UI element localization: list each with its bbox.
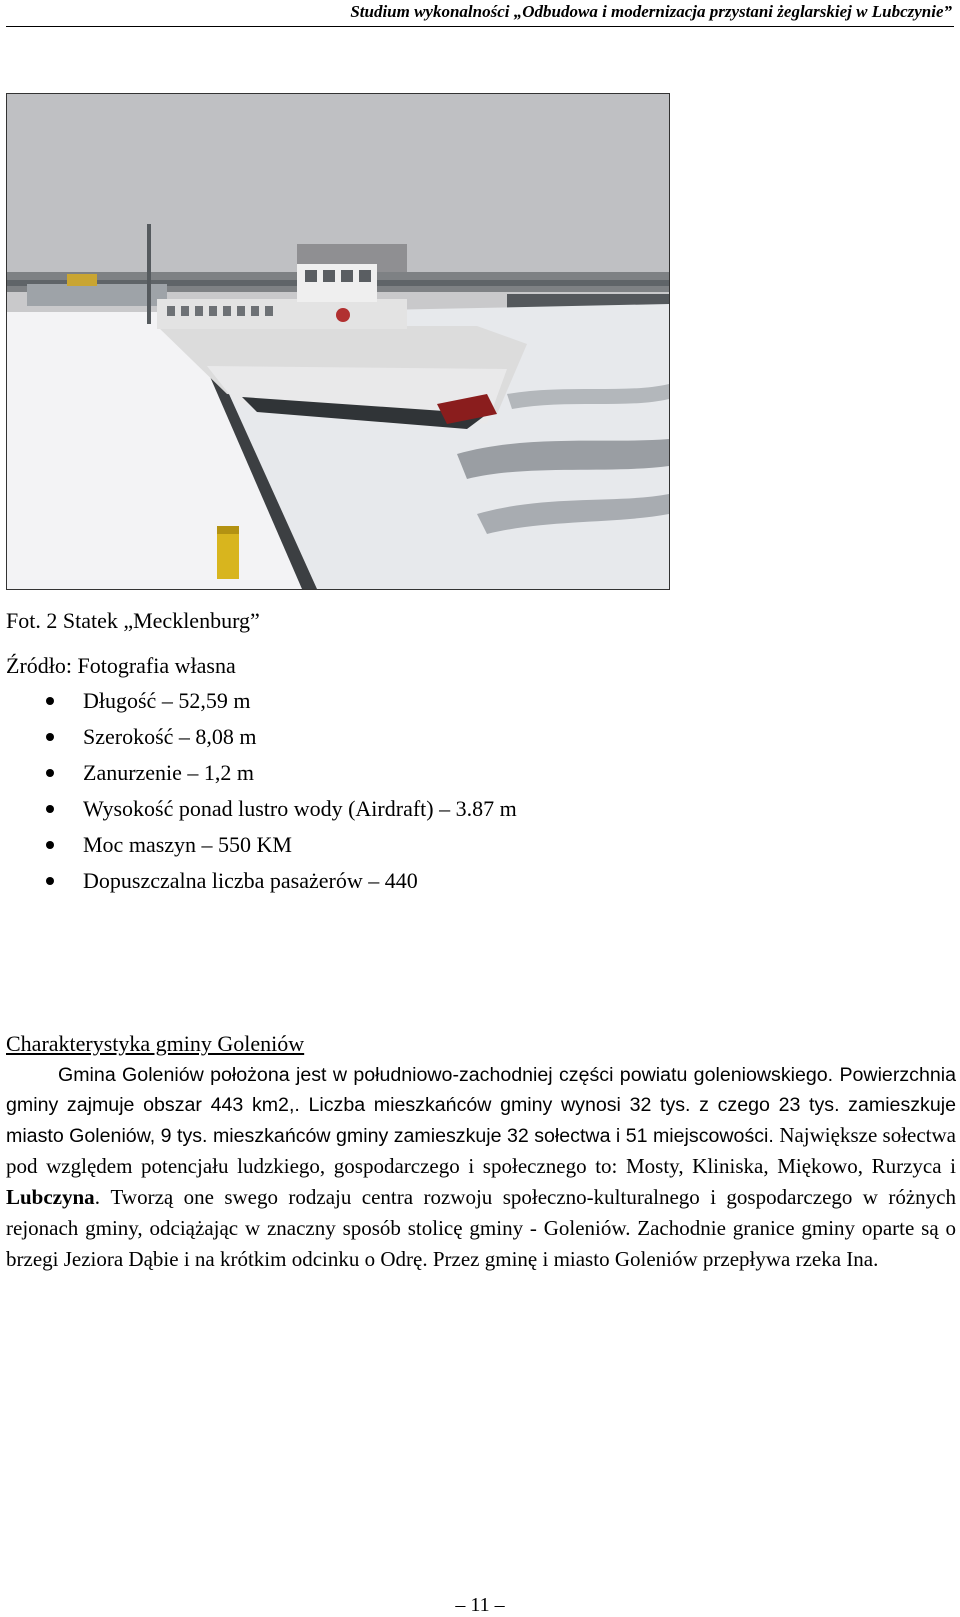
ship-specs-list xyxy=(0,683,517,899)
highlighted-village: Lubczyna xyxy=(6,1185,95,1209)
spec-text: Zanurzenie – 1,2 m xyxy=(83,760,255,785)
bullet-icon xyxy=(46,733,54,741)
paragraph-part-2-end: . xyxy=(94,1185,100,1209)
spec-text: Szerokość – 8,08 m xyxy=(83,724,257,749)
spec-text: Moc maszyn – 550 KM xyxy=(83,832,292,857)
commune-section xyxy=(6,1030,956,1275)
spec-text: Wysokość ponad lustro wody (Airdraft) – 3.87 m xyxy=(83,796,517,821)
list-item xyxy=(0,755,517,791)
list-item xyxy=(0,719,517,755)
paragraph-part-1: Gmina Goleniów położona jest w południowo-zachodniej części powiatu goleniowskiego. Powierzchnia gminy zajmuje obszar 443 km2,. Liczba mieszkańców gminy wynosi 32 tys. z czego 23 tys. zamieszkuje miasto Goleniów, 9 tys. mieszkańców gminy zamieszkuje 32 sołectwa i 51 miejscowości. xyxy=(6,1064,956,1147)
ship-photo xyxy=(6,93,670,590)
list-item xyxy=(0,683,517,719)
bullet-icon xyxy=(46,697,54,705)
bullet-icon xyxy=(46,805,54,813)
spec-text: Dopuszczalna liczba pasażerów – 440 xyxy=(83,868,418,893)
section-paragraph xyxy=(6,1060,956,1275)
list-item xyxy=(0,863,517,899)
list-item xyxy=(0,791,517,827)
section-heading: Charakterystyka gminy Goleniów xyxy=(6,1031,305,1056)
photo-source: Źródło: Fotografia własna xyxy=(6,653,236,678)
list-item xyxy=(0,827,517,863)
bullet-icon xyxy=(46,769,54,777)
paragraph-part-3: Tworzą one swego rodzaju centra rozwoju społeczno-kulturalnego i gospodarczego w różnych rejonach gminy, odciążając w znaczny sposób stolicę gminy - Goleniów. Zachodnie granice gminy oparte są o brzegi Jeziora Dąbie i na krótkim odcinku o Odrę. Przez gminę i miasto Goleniów przepływa rzeka Ina. xyxy=(6,1185,956,1271)
document-title: Studium wykonalności „Odbudowa i modernizacja przystani żeglarskiej w Lubczynie” xyxy=(350,2,952,21)
bullet-icon xyxy=(46,877,54,885)
photo-caption: Fot. 2 Statek „Mecklenburg” xyxy=(6,608,260,633)
page-number: – 11 – xyxy=(455,1594,505,1616)
bullet-icon xyxy=(46,841,54,849)
page-header xyxy=(0,0,960,30)
spec-text: Długość – 52,59 m xyxy=(83,688,251,713)
header-divider xyxy=(6,26,954,27)
paragraph-part-2: Największe sołectwa pod względem potencjału ludzkiego, gospodarczego i społecznego to: Mosty, Kliniska, Miękowo, Rurzyca i xyxy=(6,1123,956,1178)
